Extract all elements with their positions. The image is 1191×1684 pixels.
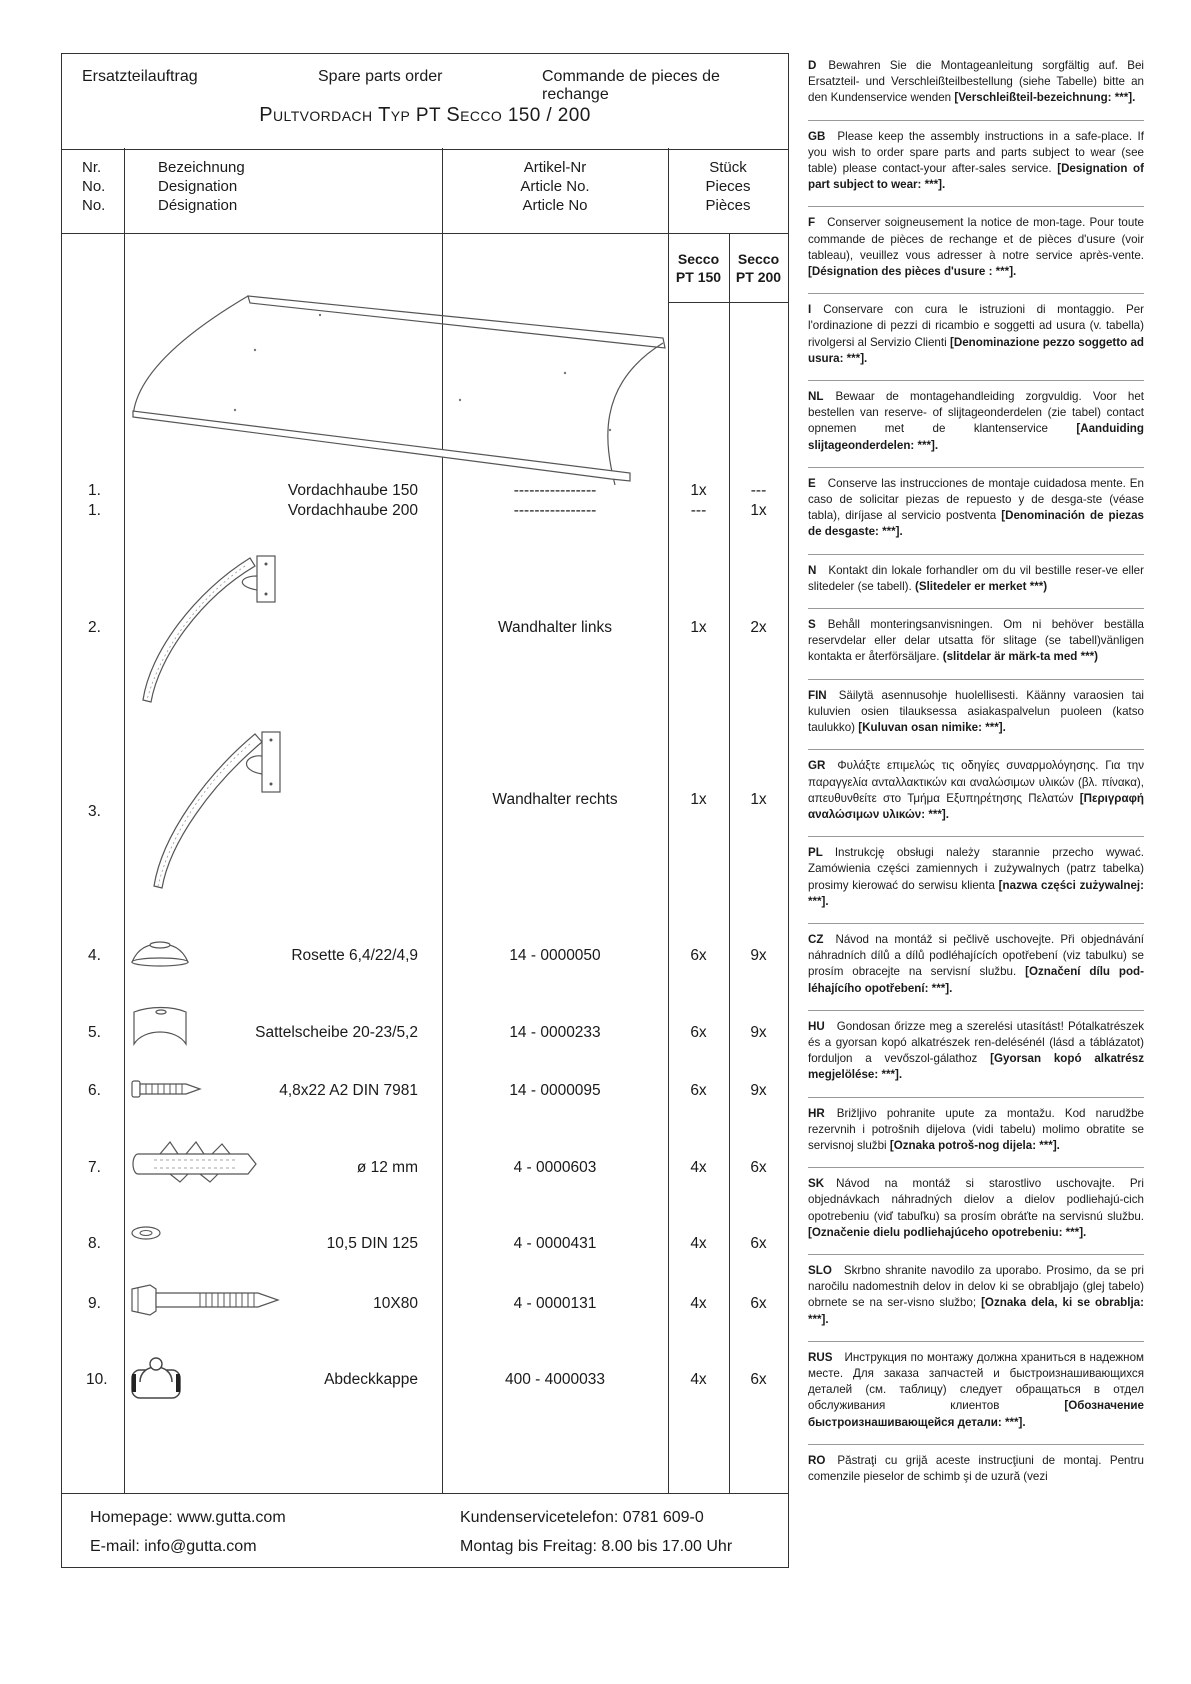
- instruction-separator: [808, 608, 1144, 609]
- wall-bracket-right-icon: [150, 726, 300, 896]
- row-7-article: 4 - 0000603: [513, 1159, 597, 1176]
- row-6-q150: 6x: [690, 1082, 707, 1099]
- instruction-separator: [808, 1444, 1144, 1445]
- language-code: NL: [808, 390, 824, 404]
- row-9-name: 10X80: [373, 1295, 418, 1312]
- instruction-text: Please keep the assembly instructions in a safe-place. If you wish to order spare parts and parts subject to wear (see table) please contact-your after-sales service.: [808, 129, 1144, 176]
- instructions-column: [808, 58, 1144, 1498]
- language-code: RO: [808, 1453, 826, 1467]
- row-2-q200: 2x: [750, 619, 767, 636]
- row-3-q200: 1x: [750, 791, 767, 808]
- instruction-separator: [808, 554, 1144, 555]
- row-7-q150: 4x: [690, 1159, 707, 1176]
- instruction-wear-label: [Označenie dielu podliehajúceho opotrebeniu: ***].: [808, 1225, 1087, 1239]
- instruction-rus: [808, 1350, 1144, 1431]
- instruction-separator: [808, 120, 1144, 121]
- row-9-q200: 6x: [750, 1295, 767, 1312]
- language-code: CZ: [808, 932, 824, 946]
- language-code: HR: [808, 1106, 825, 1120]
- row-3-name: Wandhalter rechts: [492, 791, 618, 808]
- instruction-wear-label: [Designation of part subject to wear: ***].: [808, 162, 1144, 192]
- row-4-nr: 4.: [88, 947, 101, 964]
- language-code: FIN: [808, 688, 827, 702]
- col-designation-header: Bezeichnung Designation Désignation: [158, 159, 245, 214]
- language-code: RUS: [808, 1350, 833, 1364]
- screw-icon: [130, 1077, 202, 1101]
- language-code: I: [808, 303, 812, 317]
- instruction-wear-label: [Aanduiding slijtageonderdelen: ***].: [808, 422, 1144, 452]
- row-4-article: 14 - 0000050: [509, 947, 601, 964]
- row-10-name: Abdeckkappe: [324, 1371, 418, 1388]
- instruction-separator: [808, 293, 1144, 294]
- instruction-separator: [808, 749, 1144, 750]
- language-code: SLO: [808, 1263, 832, 1277]
- instruction-wear-label: (Slitedeler er merket ***): [914, 579, 1048, 593]
- row-8-q200: 6x: [750, 1235, 767, 1252]
- row-2-q150: 1x: [690, 619, 707, 636]
- instruction-text: Инструкция по монтажу должна храниться в надежном месте. Для заказа запчастей и быстроизнашивающихся деталей (см. таблицу) следует обращаться в отдел обслуживания клиентов: [808, 1350, 1144, 1413]
- wall-bracket-left-icon: [135, 552, 295, 712]
- row-7-nr: 7.: [88, 1159, 101, 1176]
- instruction-text: Behåll monteringsanvisningen. Om ni behöver beställa reservdelar eller delar utsatta för slitage (se tabell)vänligen kontakta er återförsäljare.: [808, 618, 1144, 664]
- row-10-article: 400 - 4000033: [505, 1371, 605, 1388]
- instruction-wear-label: [Περιγραφή αναλώσιμων υλικών: ***].: [808, 791, 1144, 821]
- row-6-article: 14 - 0000095: [509, 1082, 601, 1099]
- instruction-gr: [808, 758, 1144, 823]
- cover-cap-icon: [130, 1352, 182, 1402]
- header-divider: [61, 233, 788, 234]
- instruction-text: Gondosan őrizze meg a szerelési utasítást! Pótalkatrészek és a gyorsan kopó alkatrészek ren-delésénél (lásd a táblázatot) forduljon a vevőszol-gálathoz: [808, 1019, 1144, 1066]
- instruction-nl: [808, 389, 1144, 454]
- instruction-text: Skrbno shranite navodilo za uporabo. Prosimo, da se pri naročilu nadomestnih delov in delov ki se obrabljajo (glej tabelo) obrnete se na ser-visno službo;: [808, 1263, 1144, 1310]
- instruction-wear-label: [Označení dílu pod-léhajícího opotřebení: ***].: [808, 965, 1145, 995]
- row-8-article: 4 - 0000431: [513, 1235, 597, 1252]
- phone-text: Kundenservicetelefon: 0781 609-0: [460, 1509, 704, 1526]
- row-8-nr: 8.: [88, 1235, 101, 1252]
- instruction-wear-label: [Обозначение быстроизнашивающейся детали: ***].: [808, 1399, 1144, 1429]
- instruction-wear-label: [Denominazione pezzo soggetto ad usura: ***].: [808, 335, 1144, 365]
- instruction-cz: [808, 932, 1144, 997]
- wall-plug-icon: [130, 1140, 260, 1184]
- instruction-text: Φυλάξτε επιμελώς τις οδηγίες συναρμολόγησης. Για την παραγγελία ανταλλακτικών και αναλώσιμων υλικών (βλ. πίνακα), απευθυνθείτε στο Τμήμα Εξυπηρέτησης Πελατών: [808, 759, 1144, 805]
- row-1-article: ---------------- ----------------: [513, 482, 597, 519]
- instruction-text: Bewaar de montagehandleiding zorgvuldig. Voor het bestellen van reserve- of slijtageonderdelen (zie tabel) contact opnemen met de klantenservice: [808, 390, 1144, 436]
- instruction-separator: [808, 1341, 1144, 1342]
- instruction-separator: [808, 1010, 1144, 1011]
- col-qty-header: Stück Pieces Pièces: [705, 159, 751, 214]
- row-7-q200: 6x: [750, 1159, 767, 1176]
- instruction-text: Bewahren Sie die Montageanleitung sorgfältig auf. Bei Ersatzteil- und Verschleißteilbestellung (siehe Tabelle) bitte an den Kundenservice wenden: [808, 59, 1144, 105]
- row-6-q200: 9x: [750, 1082, 767, 1099]
- instruction-wear-label: [Désignation des pièces d'usure : ***].: [808, 265, 1017, 279]
- rosette-icon: [130, 936, 190, 968]
- header-en: Spare parts order: [318, 68, 443, 85]
- instruction-hr: [808, 1106, 1144, 1155]
- instruction-text: Kontakt din lokale forhandler om du vil bestille reser-ve eller slitedeler (se tabell).: [808, 563, 1144, 593]
- instruction-s: [808, 617, 1144, 666]
- instruction-fin: [808, 688, 1144, 737]
- instruction-separator: [808, 679, 1144, 680]
- instruction-separator: [808, 467, 1144, 468]
- instruction-e: [808, 476, 1144, 541]
- row-3-nr: 3.: [88, 803, 101, 820]
- footer-divider: [61, 1493, 788, 1494]
- row-6-name: 4,8x22 A2 DIN 7981: [279, 1082, 418, 1099]
- row-10-q200: 6x: [750, 1371, 767, 1388]
- language-code: D: [808, 59, 817, 72]
- language-code: S: [808, 618, 816, 632]
- instruction-ro: [808, 1453, 1144, 1485]
- language-code: E: [808, 476, 816, 490]
- row-1-name: Vordachhaube 150 Vordachhaube 200: [287, 482, 418, 519]
- instruction-i: [808, 302, 1144, 367]
- washer-icon: [130, 1225, 162, 1241]
- row-4-q200: 9x: [750, 947, 767, 964]
- instruction-text: Conservare con cura le istruzioni di montaggio. Per l'ordinazione di pezzi di ricambio e soggetti ad usura (v. tabella) rivolgersi al Servizio Clienti: [808, 303, 1144, 349]
- col-nr-header: Nr. No. No.: [82, 159, 106, 214]
- instruction-wear-label: [nazwa części zużywalnej: ***].: [808, 878, 1144, 908]
- language-code: HU: [808, 1019, 825, 1033]
- form-header: [62, 54, 788, 150]
- row-1-q200: --- 1x: [750, 482, 767, 519]
- secco-divider: [668, 302, 788, 303]
- col-divider: [668, 148, 669, 1493]
- instruction-separator: [808, 923, 1144, 924]
- instruction-wear-label: [Denominación de piezas de desgaste: ***].: [808, 509, 1144, 539]
- row-5-name: Sattelscheibe 20-23/5,2: [255, 1024, 418, 1041]
- instruction-hu: [808, 1019, 1144, 1084]
- instruction-f: [808, 215, 1144, 280]
- instruction-text: Návod na montáž si pečlivě uschovejte. Při objednávání náhradních dílů a dílů podléhajících opotřebení (viz tabulku) se prosím obracejte na servisní službu.: [808, 932, 1144, 979]
- row-3-q150: 1x: [690, 791, 707, 808]
- row-1-nr: 1. 1.: [88, 482, 101, 519]
- language-code: PL: [808, 846, 823, 860]
- homepage-text: Homepage: www.gutta.com: [90, 1509, 286, 1526]
- instruction-wear-label: (slitdelar är märk-ta med ***): [942, 650, 1098, 664]
- canopy-icon: [125, 285, 665, 485]
- email-text: E-mail: info@gutta.com: [90, 1538, 257, 1555]
- row-1-q150: 1x ---: [690, 482, 707, 519]
- secco-200-header: Secco PT 200: [735, 251, 782, 285]
- header-de: Ersatzteilauftrag: [82, 68, 198, 85]
- row-2-nr: 2.: [88, 619, 101, 636]
- instruction-wear-label: [Oznaka potroš-nog dijela: ***].: [889, 1138, 1060, 1152]
- hours-text: Montag bis Freitag: 8.00 bis 17.00 Uhr: [460, 1538, 733, 1555]
- language-code: GB: [808, 129, 826, 143]
- language-code: SK: [808, 1177, 825, 1191]
- instruction-text: Păstraţi cu grijă aceste instrucţiuni de montaj. Pentru comenzile pieselor de schimb şi de uzură (vezi: [808, 1453, 1144, 1483]
- instruction-separator: [808, 836, 1144, 837]
- row-7-name: ø 12 mm: [356, 1159, 418, 1176]
- instruction-wear-label: [Kuluvan osan nimike: ***].: [858, 721, 1006, 735]
- instruction-text: Návod na montáž si starostlivo uschovajte. Pri objednávkach náhradných dielov a dielov podliehajú-cich opotrebeniu (viď tabuľku) sa prosím obráťte na servisnú službu.: [808, 1177, 1144, 1223]
- instruction-text: Säilytä asennusohje huolellisesti. Käänny varaosien tai kuluvien osien tilauksessa asiakaspalvelun puoleen (katso taulukko): [808, 688, 1144, 735]
- page-title: Pultvordach Typ PT Secco 150 / 200: [259, 104, 591, 126]
- language-code: N: [808, 563, 817, 577]
- instruction-n: [808, 563, 1144, 595]
- instruction-text: Brižljivo pohranite upute za montažu. Kod narudžbe rezervnih i potrošnih dijelova (vidi tabelu) molimo obratite se servisnoj službi: [808, 1106, 1144, 1152]
- instruction-separator: [808, 1254, 1144, 1255]
- row-2-name: Wandhalter links: [497, 619, 612, 636]
- row-6-nr: 6.: [88, 1082, 101, 1099]
- row-5-article: 14 - 0000233: [509, 1024, 601, 1041]
- instruction-d: [808, 58, 1144, 107]
- instruction-slo: [808, 1263, 1144, 1328]
- row-8-q150: 4x: [690, 1235, 707, 1252]
- saddle-washer-icon: [130, 1004, 190, 1050]
- instruction-separator: [808, 1097, 1144, 1098]
- instruction-text: Instrukcję obsługi należy starannie przecho wywać. Zamówienia części zamiennych i zużywalnych (patrz tabelka) prosimy kierować do serwisu klienta: [808, 846, 1144, 892]
- language-code: F: [808, 216, 816, 230]
- row-5-nr: 5.: [88, 1024, 101, 1041]
- row-9-q150: 4x: [690, 1295, 707, 1312]
- instruction-separator: [808, 206, 1144, 207]
- instruction-sk: [808, 1176, 1144, 1241]
- instruction-separator: [808, 380, 1144, 381]
- row-4-q150: 6x: [690, 947, 707, 964]
- header-fr: Commande de pieces de rechange: [542, 68, 720, 103]
- row-10-nr: 10.: [86, 1371, 108, 1388]
- row-4-name: Rosette 6,4/22/4,9: [291, 947, 418, 964]
- row-5-q150: 6x: [690, 1024, 707, 1041]
- instruction-wear-label: [Oznaka dela, ki se obrablja: ***].: [808, 1296, 1144, 1326]
- row-10-q150: 4x: [690, 1371, 707, 1388]
- row-9-article: 4 - 0000131: [513, 1295, 597, 1312]
- instruction-wear-label: [Verschleißteil-bezeichnung: ***].: [954, 91, 1136, 105]
- hex-bolt-icon: [130, 1283, 280, 1317]
- instruction-wear-label: [Gyorsan kopó alkatrész megjelölése: ***].: [808, 1052, 1144, 1082]
- instruction-gb: [808, 129, 1144, 194]
- language-code: GR: [808, 759, 826, 773]
- row-8-name: 10,5 DIN 125: [326, 1235, 418, 1252]
- row-5-q200: 9x: [750, 1024, 767, 1041]
- instruction-pl: [808, 845, 1144, 910]
- instruction-text: Conserver soigneusement la notice de mon-tage. Pour toute commande de pièces de rechange et de pièces d'usure (voir tableau), veuillez vous adresser à notre service après-vente.: [808, 216, 1144, 262]
- row-9-nr: 9.: [88, 1295, 101, 1312]
- col-article-header: Artikel-Nr Article No. Article No: [520, 159, 590, 214]
- instruction-text: Conserve las instrucciones de montaje cuidadosa mente. En caso de solicitar piezas de repuesto y de desga-ste (véase tabla), diríjase al servicio postventa: [808, 476, 1144, 523]
- instruction-separator: [808, 1167, 1144, 1168]
- secco-150-header: Secco PT 150: [675, 251, 722, 285]
